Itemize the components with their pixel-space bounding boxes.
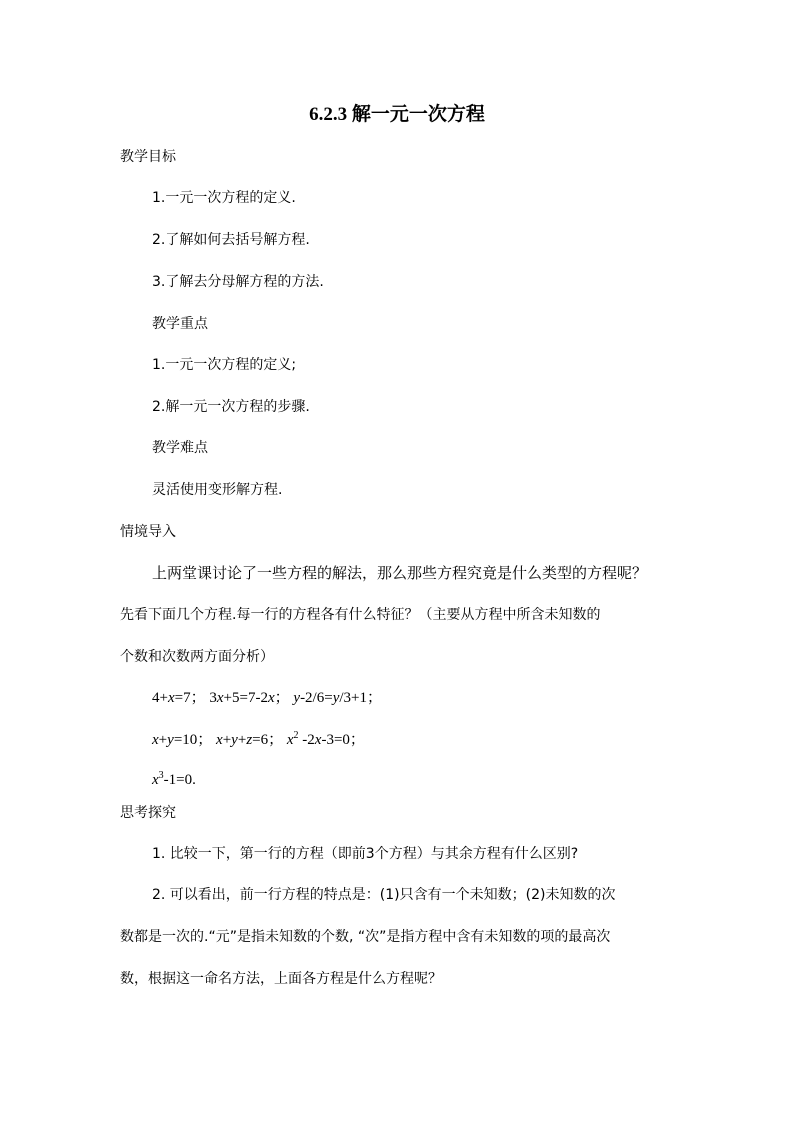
equation: x+y=10；: [152, 732, 213, 748]
key-point-item: 1.一元一次方程的定义;: [152, 357, 297, 373]
intro-paragraph-line: 个数和次数两方面分析）: [120, 649, 274, 665]
difficulty-text: 灵活使用变形解方程.: [152, 482, 283, 498]
key-point-item: 2.解一元一次方程的步骤.: [152, 399, 310, 415]
goal-item: 1.一元一次方程的定义.: [152, 190, 296, 206]
equation: y-2/6=y/3+1；: [293, 690, 382, 706]
section-heading-difficulty: 教学难点: [152, 440, 208, 456]
explore-paragraph-line: 数都是一次的.“元”是指未知数的个数, “次”是指方程中含有未知数的项的最高次: [120, 929, 611, 945]
intro-paragraph-line: 上两堂课讨论了一些方程的解法，那么那些方程究竟是什么类型的方程呢？: [152, 564, 648, 582]
page-title: 6.2.3 解一元一次方程: [309, 104, 485, 125]
explore-paragraph-line: 2. 可以看出，前一行方程的特点是：(1)只含有一个未知数；(2)未知数的次: [152, 887, 616, 903]
section-heading-goals: 教学目标: [120, 149, 176, 165]
explore-paragraph-line: 数，根据这一命名方法，上面各方程是什么方程呢？: [120, 971, 442, 987]
explore-paragraph-line: 1. 比较一下，第一行的方程（即前3个方程）与其余方程有什么区别?: [152, 846, 579, 862]
goal-item: 2.了解如何去括号解方程.: [152, 232, 310, 248]
section-heading-key-points: 教学重点: [152, 316, 208, 332]
equation-row-2: [152, 731, 365, 749]
equation: 3x+5=7-2x；: [209, 690, 290, 706]
equation: x+y+z=6；: [216, 732, 284, 748]
equation-row-3: [152, 771, 196, 789]
section-heading-intro: 情境导入: [120, 524, 176, 540]
goal-item: 3.了解去分母解方程的方法.: [152, 274, 324, 290]
intro-paragraph-line: 先看下面几个方程.每一行的方程各有什么特征？（主要从方程中所含未知数的: [120, 607, 601, 623]
section-heading-explore: 思考探究: [120, 805, 176, 821]
equation: $x^2$ -2x-3=0；: [286, 730, 365, 748]
equation: $x^3-1=0$.: [152, 770, 196, 788]
equation: 4+x=7；: [152, 690, 206, 706]
equation-row-1: [152, 689, 382, 707]
